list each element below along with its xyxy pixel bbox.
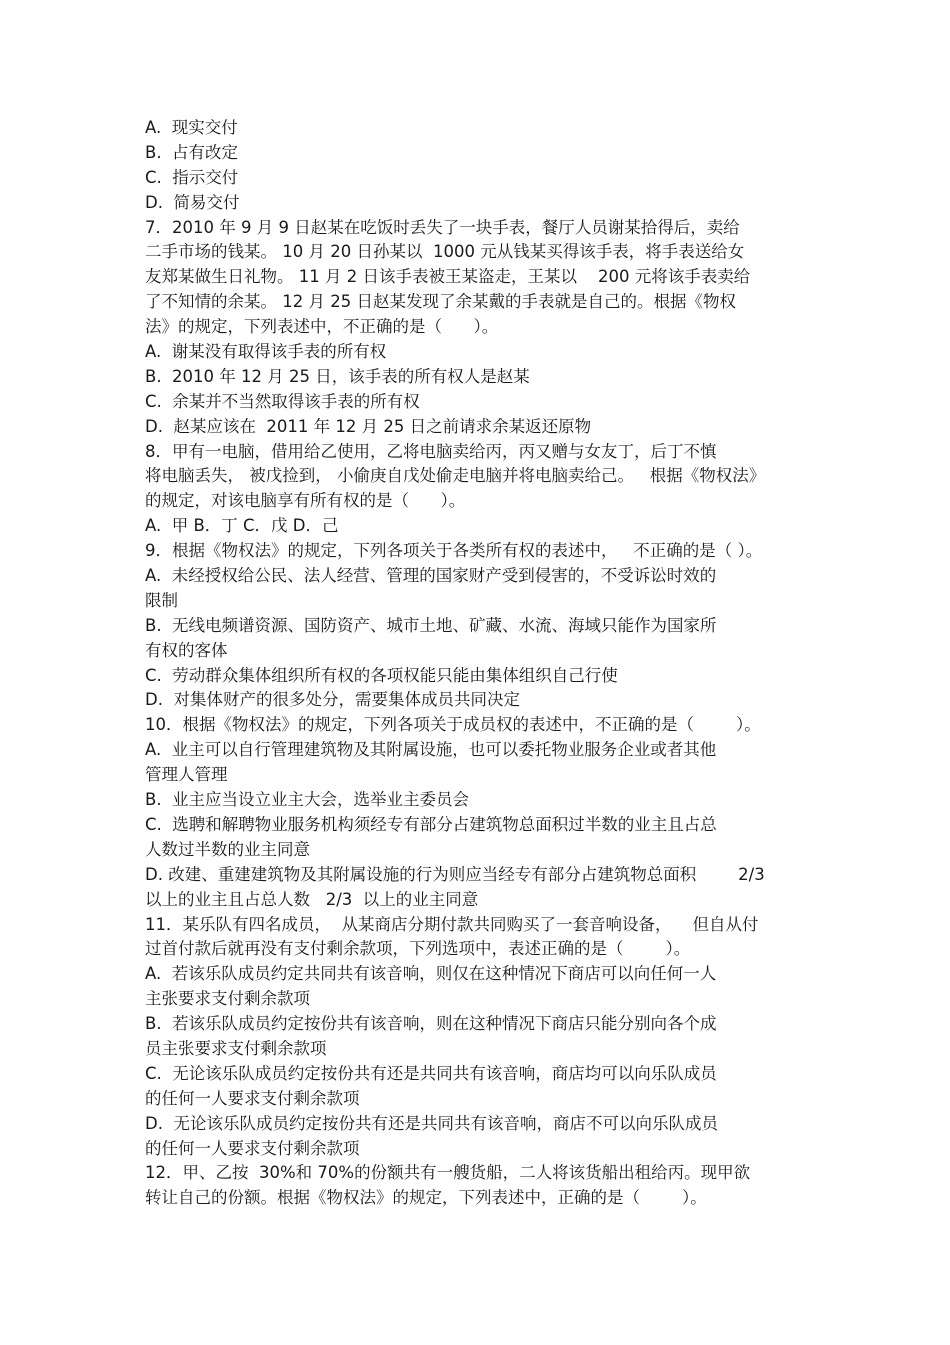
question-9-line: 9．根据《物权法》的规定，下列各项关于各类所有权的表述中， 不正确的是（ ）。 <box>145 541 763 561</box>
question-11-line: 11．某乐队有四名成员， 从某商店分期付款共同购买了一套音响设备， 但自从付 <box>145 914 759 934</box>
text-line: D. 对集体财产的很多处分，需要集体成员共同决定 <box>145 690 520 710</box>
text-line: 主张要求支付剩余款项 <box>145 989 310 1009</box>
text-line: B. 无线电频谱资源、国防资产、城市土地、矿藏、水流、海域只能作为国家所 <box>145 615 717 635</box>
document-body <box>145 116 810 1211</box>
text-line: A. 谢某没有取得该手表的所有权 <box>145 342 387 362</box>
text-line: 法》的规定，下列表述中，不正确的是（ ）。 <box>145 317 499 337</box>
text-line: A. 未经授权给公民、法人经营、管理的国家财产受到侵害的，不受诉讼时效的 <box>145 566 717 586</box>
text-line: D. 无论该乐队成员约定按份共有还是共同共有该音响，商店不可以向乐队成员 <box>145 1113 718 1133</box>
text-line: 转让自己的份额。根据《物权法》的规定，下列表述中，正确的是（ ）。 <box>145 1188 707 1208</box>
text-line: A. 若该乐队成员约定共同共有该音响，则仅在这种情况下商店可以向任何一人 <box>145 964 717 984</box>
text-line: 管理人管理 <box>145 765 228 785</box>
text-line: C. 选聘和解聘物业服务机构须经专有部分占建筑物总面积过半数的业主且占总 <box>145 814 717 834</box>
text-line: 以上的业主且占总人数 2/3 以上的业主同意 <box>145 889 479 909</box>
text-line: A. 现实交付 <box>145 118 238 137</box>
text-line: B. 2010 年 12 月 25 日，该手表的所有权人是赵某 <box>145 366 530 386</box>
text-line: B. 业主应当设立业主大会，选举业主委员会 <box>145 790 470 810</box>
text-line: 限制 <box>145 590 178 610</box>
text-line: D. 改建、重建建筑物及其附属设施的行为则应当经专有部分占建筑物总面积 2/3 <box>145 864 765 884</box>
question-10-line: 10．根据《物权法》的规定，下列各项关于成员权的表述中，不正确的是（ ）。 <box>145 715 761 735</box>
text-line: C. 余某并不当然取得该手表的所有权 <box>145 391 420 411</box>
text-line: B. 若该乐队成员约定按份共有该音响，则在这种情况下商店只能分别向各个成 <box>145 1014 717 1034</box>
text-line: 友郑某做生日礼物。 11 月 2 日该手表被王某盗走，王某以 200 元将该手表卖给 <box>145 267 751 287</box>
text-line: 有权的客体 <box>145 640 228 660</box>
text-line: 的任何一人要求支付剩余款项 <box>145 1088 360 1108</box>
text-line: A. 甲 B．丁 C．戊 D．己 <box>145 516 339 536</box>
text-line: C. 指示交付 <box>145 167 239 187</box>
text-line: D. 赵某应该在 2011 年 12 月 25 日之前请求余某返还原物 <box>145 416 592 436</box>
text-line: C. 无论该乐队成员约定按份共有还是共同共有该音响，商店均可以向乐队成员 <box>145 1063 717 1083</box>
text-line: C. 劳动群众集体组织所有权的各项权能只能由集体组织自己行使 <box>145 665 618 685</box>
text-line: 二手市场的钱某。 10 月 20 日孙某以 1000 元从钱某买得该手表，将手表送给女 <box>145 242 745 262</box>
text-line: 过首付款后就再没有支付剩余款项，下列选项中，表述正确的是（ ）。 <box>145 939 691 959</box>
text-line: 将电脑丢失， 被戊捡到， 小偷庚自戊处偷走电脑并将电脑卖给己。 根据《物权法》 <box>145 466 766 486</box>
text-line: B. 占有改定 <box>145 142 239 162</box>
text-line: 了不知情的余某。 12 月 25 日赵某发现了余某戴的手表就是自己的。根据《物权 <box>145 292 736 312</box>
text-line: 的任何一人要求支付剩余款项 <box>145 1138 360 1158</box>
text-line: D. 简易交付 <box>145 192 240 212</box>
question-12-line: 12．甲、乙按 30%和 70%的份额共有一艘货船，二人将该货船出租给丙。现甲欲 <box>145 1163 751 1183</box>
text-line: 的规定，对该电脑享有所有权的是（ ）。 <box>145 491 466 511</box>
question-8-line: 8．甲有一电脑，借用给乙使用，乙将电脑卖给丙，丙又赠与女友丁，后丁不慎 <box>145 441 717 461</box>
text-line: A. 业主可以自行管理建筑物及其附属设施，也可以委托物业服务企业或者其他 <box>145 740 717 760</box>
text-line: 人数过半数的业主同意 <box>145 839 310 859</box>
question-7-line: 7．2010 年 9 月 9 日赵某在吃饭时丢失了一块手表，餐厅人员谢某拾得后，卖给 <box>145 217 740 237</box>
text-line: 员主张要求支付剩余款项 <box>145 1038 327 1058</box>
